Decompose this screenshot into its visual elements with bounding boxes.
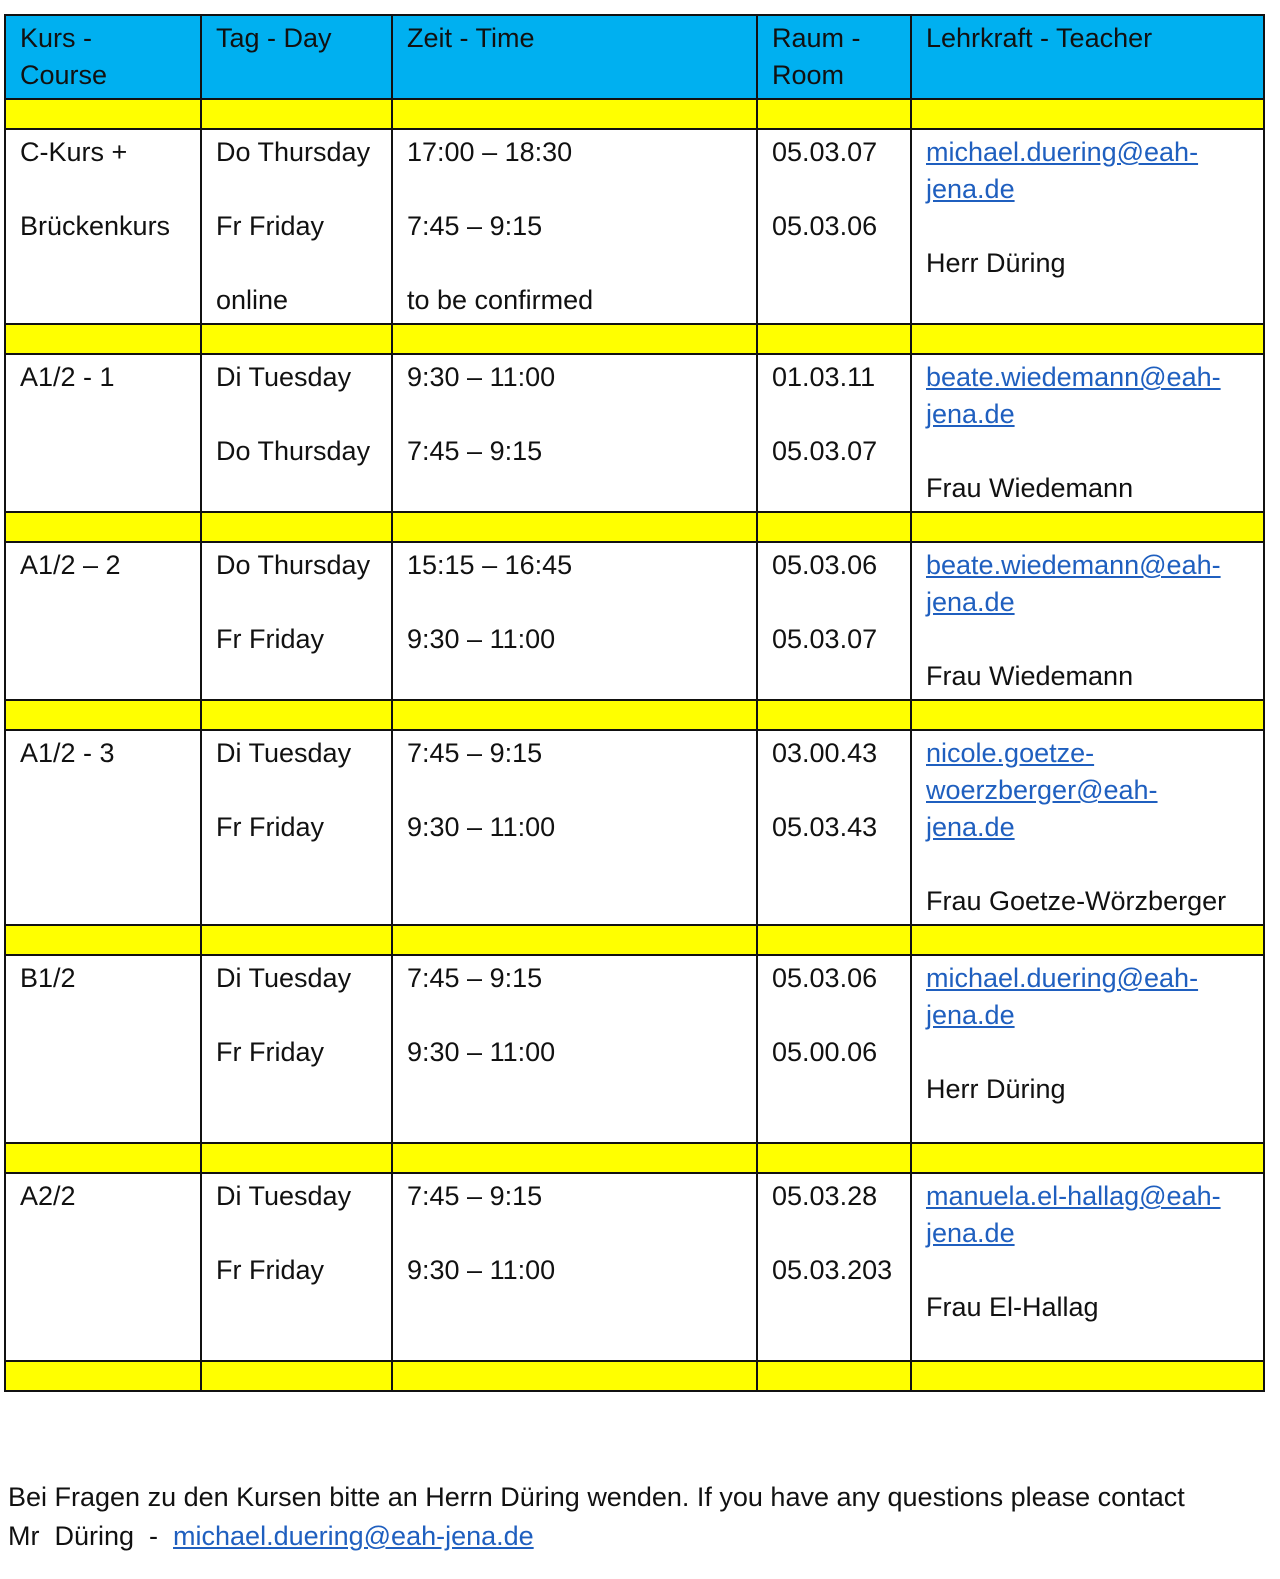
footer-line-1: Bei Fragen zu den Kursen bitte an Herrn Düring wenden. If you have any questions please contact (8, 1482, 1185, 1512)
table-header-row (5, 15, 1264, 99)
line-gap (216, 997, 377, 1034)
line-gap (926, 1034, 1249, 1071)
header-day: Tag - Day (201, 15, 392, 99)
spacer-row (5, 99, 1264, 129)
course-cell (5, 955, 201, 1143)
spacer-cell (911, 99, 1264, 129)
teacher-email-link[interactable]: jena.de (926, 174, 1015, 204)
table-row (5, 542, 1264, 700)
spacer-cell (5, 324, 201, 354)
spacer-cell (392, 99, 757, 129)
course-cell-line: A1/2 - 3 (20, 738, 115, 768)
teacher-name: Herr Düring (926, 248, 1066, 278)
spacer-row (5, 324, 1264, 354)
day-cell (201, 129, 392, 324)
teacher-email-link[interactable]: jena.de (926, 812, 1015, 842)
course-cell (5, 730, 201, 925)
spacer-cell (911, 700, 1264, 730)
teacher-email-link[interactable]: michael.duering@eah- (926, 963, 1199, 993)
spacer-cell (911, 1143, 1264, 1173)
room-cell (757, 730, 911, 925)
line-gap (216, 772, 377, 809)
teacher-name: Frau Wiedemann (926, 661, 1134, 691)
spacer-row (5, 925, 1264, 955)
day-cell (201, 354, 392, 512)
course-cell-line: A2/2 (20, 1181, 76, 1211)
teacher-email-link[interactable]: woerzberger@eah- (926, 775, 1158, 805)
time-cell-line: 9:30 – 11:00 (407, 1037, 556, 1067)
spacer-cell (757, 324, 911, 354)
time-cell-line: 9:30 – 11:00 (407, 362, 556, 392)
line-gap (216, 1215, 377, 1252)
spacer-cell (392, 700, 757, 730)
footer-line-2 (8, 1517, 1268, 1556)
day-cell (201, 730, 392, 925)
teacher-email-link[interactable]: jena.de (926, 1000, 1015, 1030)
day-cell-line: Fr Friday (216, 1037, 324, 1067)
line-gap (772, 584, 896, 621)
line-gap (926, 433, 1249, 470)
room-cell-line: 05.00.06 (772, 1037, 878, 1067)
spacer-cell (757, 700, 911, 730)
teacher-cell (911, 542, 1264, 700)
time-cell-line: 17:00 – 18:30 (407, 137, 573, 167)
line-gap (216, 396, 377, 433)
room-cell-line: 05.03.28 (772, 1181, 878, 1211)
table-row (5, 129, 1264, 324)
teacher-email-link[interactable]: jena.de (926, 1218, 1015, 1248)
course-cell (5, 542, 201, 700)
line-gap (772, 171, 896, 208)
teacher-cell (911, 955, 1264, 1143)
time-cell-line: 15:15 – 16:45 (407, 550, 573, 580)
spacer-cell (757, 99, 911, 129)
line-gap (216, 245, 377, 282)
course-cell-line: A1/2 - 1 (20, 362, 115, 392)
line-gap (926, 208, 1249, 245)
footer-contact-prefix: Mr Düring - (8, 1521, 174, 1551)
line-gap (407, 245, 742, 282)
spacer-cell (5, 925, 201, 955)
time-cell-line: 9:30 – 11:00 (407, 624, 556, 654)
room-cell-line: 01.03.11 (772, 362, 876, 392)
spacer-cell (911, 1361, 1264, 1391)
teacher-name: Herr Düring (926, 1074, 1066, 1104)
teacher-email-link[interactable]: nicole.goetze- (926, 738, 1095, 768)
line-gap (772, 1215, 896, 1252)
spacer-cell (201, 700, 392, 730)
time-cell-line: 7:45 – 9:15 (407, 211, 543, 241)
spacer-cell (392, 925, 757, 955)
line-gap (407, 997, 742, 1034)
course-cell-line: Brückenkurs (20, 211, 171, 241)
spacer-cell (5, 1143, 201, 1173)
teacher-email-link[interactable]: jena.de (926, 399, 1015, 429)
line-gap (407, 584, 742, 621)
line-gap (407, 396, 742, 433)
day-cell-line: Do Thursday (216, 137, 371, 167)
header-time: Zeit - Time (392, 15, 757, 99)
day-cell (201, 955, 392, 1143)
day-cell-line: Di Tuesday (216, 1181, 352, 1211)
teacher-cell (911, 730, 1264, 925)
table-row (5, 955, 1264, 1143)
spacer-cell (392, 512, 757, 542)
time-cell-line: 9:30 – 11:00 (407, 1255, 556, 1285)
spacer-cell (757, 1143, 911, 1173)
room-cell-line: 05.03.06 (772, 963, 878, 993)
spacer-cell (201, 1143, 392, 1173)
spacer-row (5, 700, 1264, 730)
course-cell (5, 1173, 201, 1361)
spacer-cell (911, 512, 1264, 542)
day-cell-line: Do Thursday (216, 550, 371, 580)
spacer-cell (5, 99, 201, 129)
day-cell-line: Fr Friday (216, 624, 324, 654)
teacher-email-link[interactable]: michael.duering@eah- (926, 137, 1199, 167)
teacher-email-link[interactable]: beate.wiedemann@eah- (926, 550, 1221, 580)
spacer-cell (5, 512, 201, 542)
header-teacher: Lehrkraft - Teacher (911, 15, 1264, 99)
spacer-cell (201, 925, 392, 955)
spacer-cell (757, 1361, 911, 1391)
spacer-cell (201, 99, 392, 129)
spacer-row (5, 512, 1264, 542)
room-cell-line: 05.03.07 (772, 137, 878, 167)
footer-email-link[interactable]: michael.duering@eah-jena.de (173, 1521, 534, 1551)
room-cell-line: 05.03.06 (772, 550, 878, 580)
footer-note (8, 1478, 1268, 1556)
day-cell-line: online (216, 285, 289, 315)
table-row (5, 730, 1264, 925)
teacher-email-link[interactable]: jena.de (926, 587, 1015, 617)
room-cell (757, 129, 911, 324)
time-cell-line: 7:45 – 9:15 (407, 963, 543, 993)
line-gap (926, 846, 1249, 883)
line-gap (772, 997, 896, 1034)
teacher-email-link[interactable]: manuela.el-hallag@eah- (926, 1181, 1221, 1211)
spacer-row (5, 1143, 1264, 1173)
line-gap (20, 171, 186, 208)
time-cell-line: to be confirmed (407, 285, 594, 315)
teacher-cell (911, 1173, 1264, 1361)
course-cell (5, 129, 201, 324)
day-cell-line: Di Tuesday (216, 362, 352, 392)
time-cell-line: 7:45 – 9:15 (407, 738, 543, 768)
spacer-row (5, 1361, 1264, 1391)
spacer-cell (757, 925, 911, 955)
teacher-cell (911, 129, 1264, 324)
time-cell (392, 542, 757, 700)
spacer-cell (201, 512, 392, 542)
line-gap (216, 584, 377, 621)
line-gap (216, 171, 377, 208)
line-gap (407, 171, 742, 208)
room-cell-line: 05.03.07 (772, 436, 878, 466)
spacer-cell (911, 925, 1264, 955)
course-cell-line: A1/2 – 2 (20, 550, 121, 580)
room-cell-line: 05.03.203 (772, 1255, 893, 1285)
time-cell-line: 7:45 – 9:15 (407, 436, 543, 466)
course-cell-line: C-Kurs + (20, 137, 128, 167)
spacer-cell (5, 1361, 201, 1391)
spacer-cell (392, 1361, 757, 1391)
header-course: Kurs - Course (5, 15, 201, 99)
day-cell-line: Fr Friday (216, 1255, 324, 1285)
line-gap (926, 1252, 1249, 1289)
time-cell-line: 9:30 – 11:00 (407, 812, 556, 842)
spacer-cell (911, 324, 1264, 354)
time-cell (392, 955, 757, 1143)
time-cell (392, 354, 757, 512)
teacher-name: Frau El-Hallag (926, 1292, 1099, 1322)
table-row (5, 354, 1264, 512)
teacher-cell (911, 354, 1264, 512)
day-cell (201, 542, 392, 700)
room-cell (757, 542, 911, 700)
spacer-cell (201, 324, 392, 354)
table-row (5, 1173, 1264, 1361)
line-gap (926, 621, 1249, 658)
room-cell (757, 354, 911, 512)
time-cell (392, 129, 757, 324)
day-cell-line: Di Tuesday (216, 963, 352, 993)
day-cell (201, 1173, 392, 1361)
spacer-cell (201, 1361, 392, 1391)
line-gap (772, 772, 896, 809)
header-room: Raum - Room (757, 15, 911, 99)
spacer-cell (5, 700, 201, 730)
day-cell-line: Fr Friday (216, 812, 324, 842)
teacher-email-link[interactable]: beate.wiedemann@eah- (926, 362, 1221, 392)
room-cell-line: 03.00.43 (772, 738, 878, 768)
course-cell-line: B1/2 (20, 963, 76, 993)
room-cell (757, 1173, 911, 1361)
teacher-name: Frau Wiedemann (926, 473, 1134, 503)
day-cell-line: Fr Friday (216, 211, 324, 241)
spacer-cell (392, 1143, 757, 1173)
time-cell (392, 1173, 757, 1361)
spacer-cell (392, 324, 757, 354)
line-gap (407, 1215, 742, 1252)
time-cell-line: 7:45 – 9:15 (407, 1181, 543, 1211)
room-cell (757, 955, 911, 1143)
room-cell-line: 05.03.43 (772, 812, 878, 842)
time-cell (392, 730, 757, 925)
line-gap (772, 396, 896, 433)
teacher-name: Frau Goetze-Wörzberger (926, 886, 1227, 916)
course-cell (5, 354, 201, 512)
room-cell-line: 05.03.07 (772, 624, 878, 654)
day-cell-line: Do Thursday (216, 436, 371, 466)
room-cell-line: 05.03.06 (772, 211, 878, 241)
day-cell-line: Di Tuesday (216, 738, 352, 768)
spacer-cell (757, 512, 911, 542)
line-gap (407, 772, 742, 809)
course-schedule-table (4, 14, 1265, 1392)
